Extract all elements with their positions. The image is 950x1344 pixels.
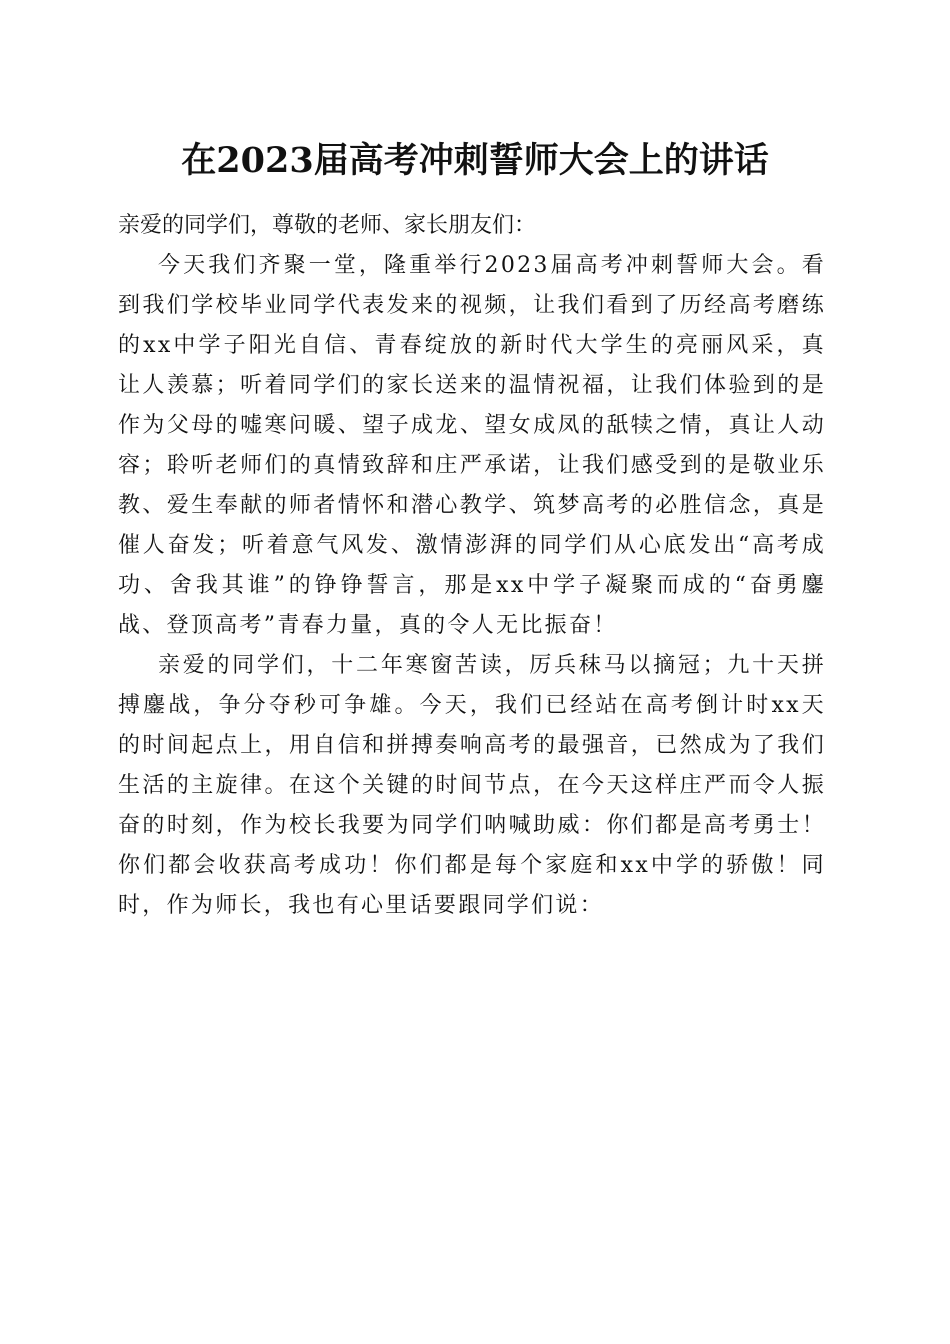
document-body bbox=[118, 206, 826, 926]
paragraph-1: 今天我们齐聚一堂，隆重举行2023届高考冲刺誓师大会。看到我们学校毕业同学代表发来的视频，让我们看到了历经高考磨练的xx中学子阳光自信、青春绽放的新时代大学生的亮丽风采，真让人羡慕；听着同学们的家长送来的温情祝福，让我们体验到的是作为父母的嘘寒问暖、望子成龙、望女成凤的舐犊之情，真让人动容；聆听老师们的真情致辞和庄严承诺，让我们感受到的是敬业乐教、爱生奉献的师者情怀和潜心教学、筑梦高考的必胜信念，真是催人奋发；听着意气风发、激情澎湃的同学们从心底发出“高考成功、舍我其谁”的铮铮誓言，那是xx中学子凝聚而成的“奋勇鏖战、登顶高考”青春力量，真的令人无比振奋！ bbox=[118, 253, 826, 638]
salutation: 亲爱的同学们，尊敬的老师、家长朋友们： bbox=[118, 213, 537, 238]
paragraph-2: 亲爱的同学们，十二年寒窗苦读，厉兵秣马以摘冠；九十天拼搏鏖战，争分夺秒可争雄。今天，我们已经站在高考倒计时xx天的时间起点上，用自信和拼搏奏响高考的最强音，已然成为了我们生活的主旋律。在这个关键的时间节点，在今天这样庄严而令人振奋的时刻，作为校长我要为同学们呐喊助威：你们都是高考勇士！你们都会收获高考成功！你们都是每个家庭和xx中学的骄傲！同时，作为师长，我也有心里话要跟同学们说： bbox=[118, 653, 826, 918]
document-title: 在2023届高考冲刺誓师大会上的讲话 bbox=[181, 140, 769, 181]
